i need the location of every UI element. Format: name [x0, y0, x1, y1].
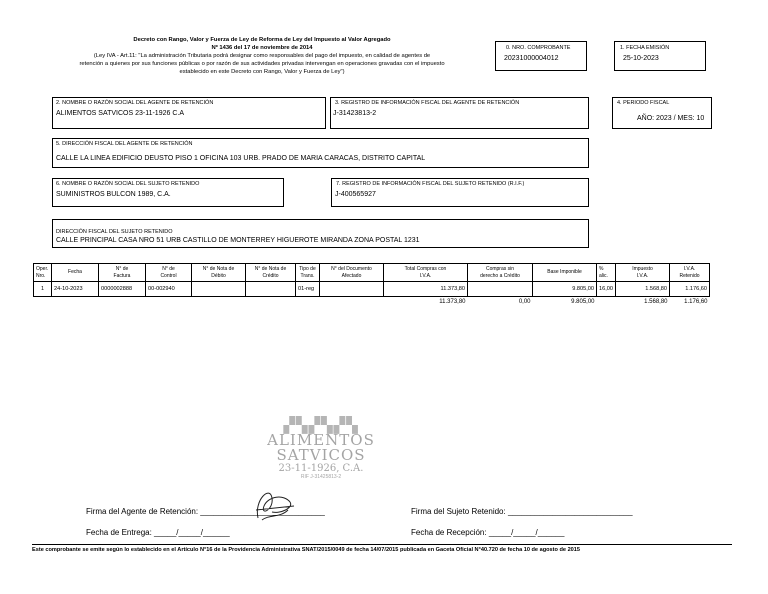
firma-agente-line: Firma del Agente de Retención: ____________________________	[86, 507, 325, 516]
header-cell: Total Compras con I.V.A.	[384, 264, 468, 282]
total-compras: 11.373,80	[439, 298, 466, 305]
header-cell: Oper. Nro.	[34, 264, 52, 282]
document-header	[52, 36, 472, 76]
header-cell: N° de Nota de Débito	[192, 264, 246, 282]
cell-doc-afectado	[320, 282, 384, 297]
header-cell: % alic.	[597, 264, 616, 282]
totals-row	[34, 297, 710, 308]
legal-text-line-2: retención a quienes por sus funciones públicas o por razón de sus actividades privadas intervengan en operaciones gravadas con el impuesto	[79, 61, 445, 67]
header-cell: N° del Documento Afectado	[320, 264, 384, 282]
cell-total-compras: 11.373,80	[384, 282, 468, 297]
cell-oper-nro: 1	[34, 282, 52, 297]
direccion-sujeto-box	[52, 219, 589, 248]
periodo-box	[612, 97, 712, 129]
rif-sujeto-label: 7. REGISTRO DE INFORMACIÓN FISCAL DEL SUJETO RETENIDO (R.I.F.)	[336, 181, 525, 187]
sujeto-name: SUMINISTROS BULCON 1989, C.A.	[56, 191, 171, 198]
sujeto-label: 6. NOMBRE O RAZÓN SOCIAL DEL SUJETO RETENIDO	[56, 181, 200, 187]
stamp-line-3: 23-11-1926, C.A.	[278, 463, 364, 474]
periodo-label: 4. PERIODO FISCAL	[617, 100, 670, 106]
stamp-line-4: RIF J-31425813-2	[300, 474, 342, 480]
direccion-agente-value: CALLE LA LINEA EDIFICIO DEUSTO PISO 1 OFICINA 103 URB. PRADO DE MARIA CARACAS, DISTRITO CAPITAL	[56, 155, 426, 162]
total-base-imponible: 9.805,00	[571, 298, 595, 305]
handwritten-signature	[250, 480, 300, 525]
stamp-line-1: ALIMENTOS	[267, 431, 375, 449]
cell-base-imponible: 9.805,00	[533, 282, 597, 297]
comprobante-label: 0. NRO. COMPROBANTE	[506, 45, 571, 51]
table-header-row	[34, 264, 710, 282]
direccion-agente-box	[52, 138, 589, 168]
rif-agente-box	[330, 97, 589, 129]
rif-sujeto-box	[331, 178, 589, 207]
legal-text-line-1: (Ley IVA - Art.11: "La administración Tributaria podrá designar como responsables del pago del impuesto, en calidad de agentes de	[93, 53, 431, 59]
decree-number: Nº 1436 del 17 de noviembre de 2014	[211, 45, 313, 51]
header-cell: Compras sin derecho a Crédito	[468, 264, 533, 282]
decree-title: Decreto con Rango, Valor y Fuerza de Ley de Reforma de Ley del Impuesto al Valor Agregado	[133, 37, 391, 43]
footer-divider	[32, 544, 732, 545]
total-iva-retenido: 1.176,60	[684, 298, 708, 305]
comprobante-box	[495, 41, 587, 71]
sujeto-box	[52, 178, 284, 207]
fecha-emision-value: 25-10-2023	[623, 55, 659, 62]
direccion-sujeto-label: DIRECCIÓN FISCAL DEL SUJETO RETENIDO	[56, 229, 173, 235]
agente-box	[52, 97, 326, 129]
total-impuesto: 1.568,80	[644, 298, 668, 305]
header-cell: Fecha	[52, 264, 99, 282]
periodo-value: AÑO: 2023 / MES: 10	[637, 115, 705, 122]
fecha-emision-box	[614, 41, 706, 71]
header-cell: N° de Nota de Crédito	[246, 264, 296, 282]
cell-nota-credito	[246, 282, 296, 297]
header-cell: N° de Factura	[99, 264, 146, 282]
header-cell: N° de Control	[146, 264, 192, 282]
comprobante-number: 20231000004012	[504, 55, 559, 62]
cell-nota-debito	[192, 282, 246, 297]
direccion-sujeto-value: CALLE PRINCIPAL CASA NRO 51 URB CASTILLO DE MONTERREY HIGUEROTE MIRANDA ZONA POSTAL 1231	[56, 237, 420, 244]
stamp-line-2: SATVICOS	[276, 446, 366, 464]
cell-factura: 0000002888	[99, 282, 146, 297]
cell-alicuota: 16,00	[597, 282, 616, 297]
table-row	[34, 282, 710, 297]
header-cell: I.V.A. Retenido	[670, 264, 710, 282]
rif-sujeto-value: J-400565927	[335, 191, 376, 198]
fecha-recepcion-line: Fecha de Recepción: _____/_____/______	[411, 528, 565, 537]
direccion-agente-label: 5. DIRECCIÓN FISCAL DEL AGENTE DE RETENCIÓN	[56, 141, 193, 147]
fecha-emision-label: 1. FECHA EMISIÓN	[620, 45, 670, 51]
header-cell: Tipo de Trans.	[296, 264, 320, 282]
fecha-entrega-line: Fecha de Entrega: _____/_____/______	[86, 528, 230, 537]
legal-text-line-3: establecido en este Decreto con Rango, Valor y Fuerza de Ley")	[179, 69, 345, 75]
cell-iva-retenido: 1.176,60	[670, 282, 710, 297]
cell-tipo-trans: 01-reg	[296, 282, 320, 297]
header-cell: Impuesto I.V.A.	[616, 264, 670, 282]
agente-label: 2. NOMBRE O RAZÓN SOCIAL DEL AGENTE DE RETENCIÓN	[56, 100, 214, 106]
rif-agente-label: 3. REGISTRO DE INFORMACIÓN FISCAL DEL AGENTE DE RETENCIÓN	[335, 100, 520, 106]
cell-impuesto: 1.568,80	[616, 282, 670, 297]
retention-table	[33, 263, 710, 307]
stamp-logo: ▞▚▞▚▞▚	[283, 416, 359, 434]
footer-legal-note: Este comprobante se emite según lo establecido en el Artículo N°16 de la Providencia Administrativa SNAT/2015/0049 de fecha 14/07/2015 publicada en Gaceta Oficial N°40.720 de fecha 10 de agosto de 2015	[32, 547, 581, 553]
cell-fecha: 24-10-2023	[52, 282, 99, 297]
total-compras-sin-credito: 0,00	[518, 298, 531, 305]
company-stamp	[265, 418, 377, 480]
cell-control: 00-002940	[146, 282, 192, 297]
cell-compras-sin-credito	[468, 282, 533, 297]
firma-sujeto-line: Firma del Sujeto Retenido: ____________________________	[411, 507, 633, 516]
agente-name: ALIMENTOS SATVICOS 23-11-1926 C.A	[56, 110, 184, 117]
rif-agente-value: J-31423813-2	[333, 110, 377, 117]
header-cell: Base Imponible	[533, 264, 597, 282]
